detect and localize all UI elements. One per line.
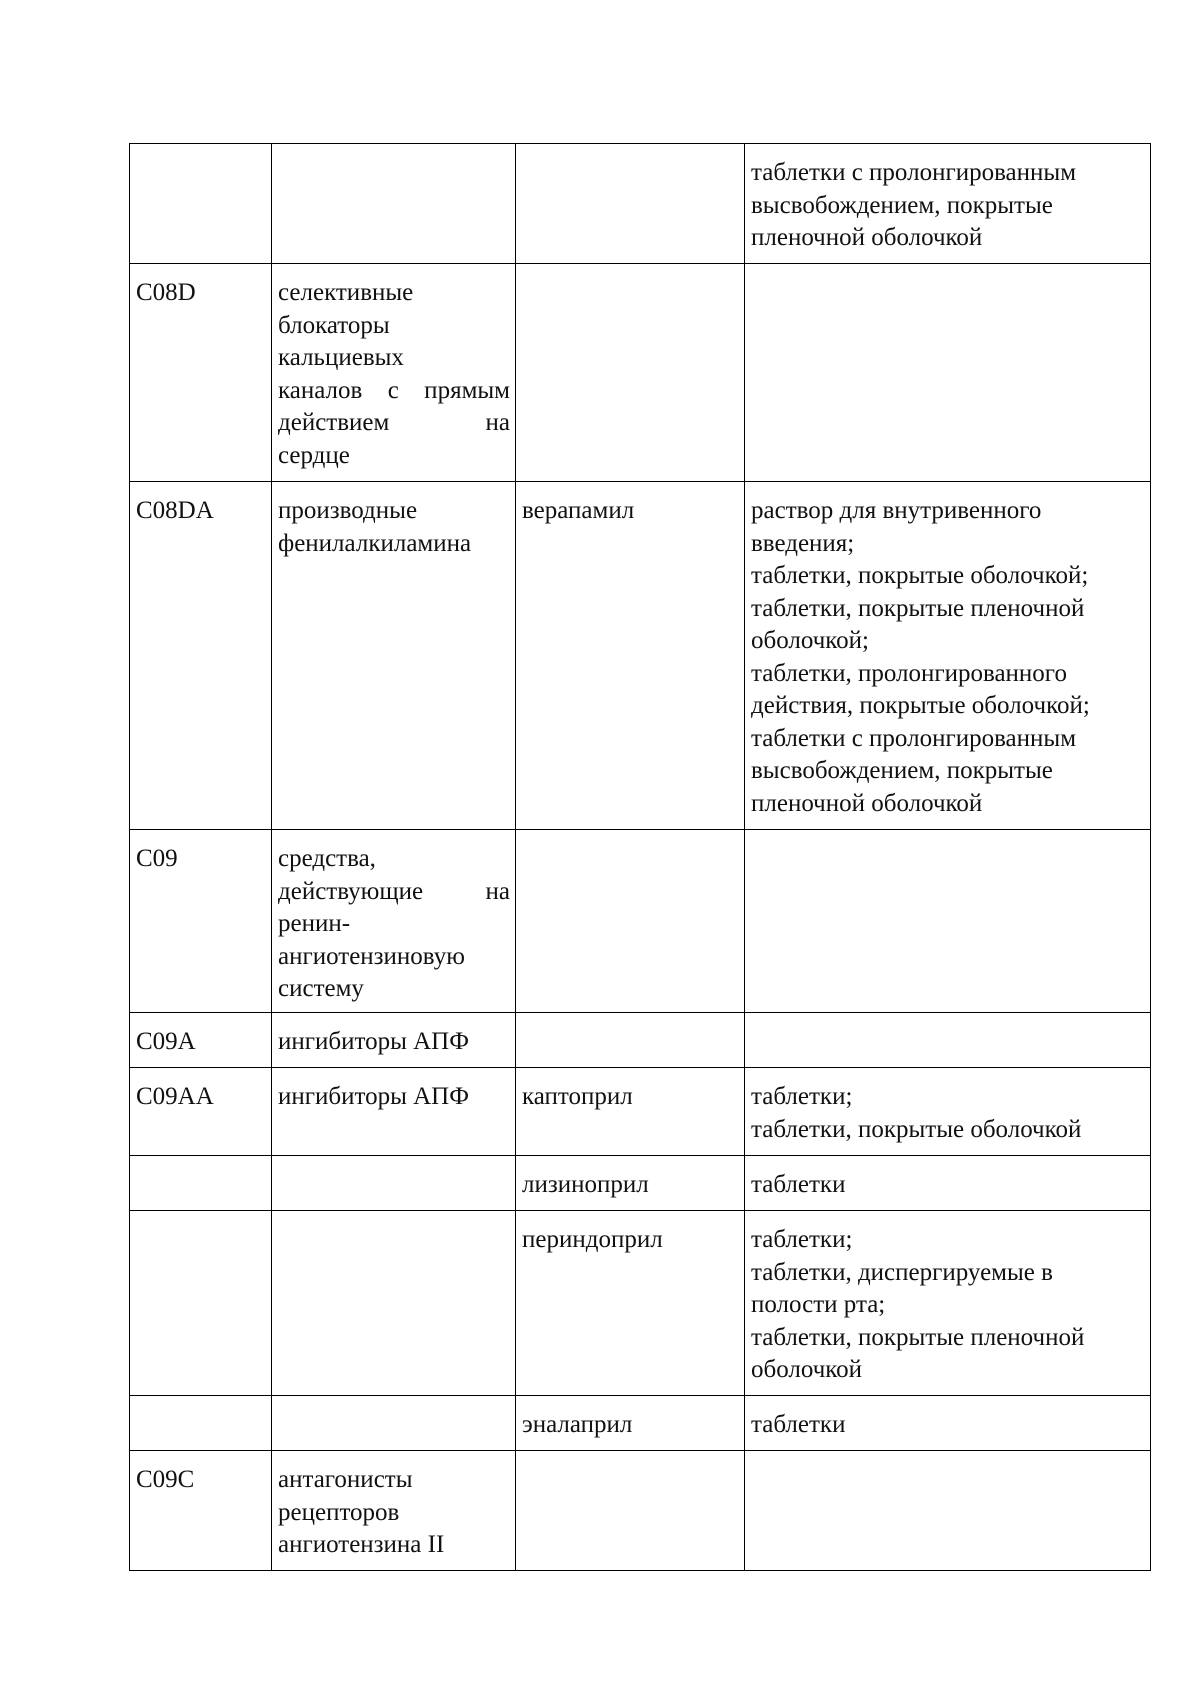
group-line: ангиотензиновую xyxy=(278,942,465,970)
drug-name-cell xyxy=(516,1451,745,1571)
group-line: средства, xyxy=(278,845,376,872)
drug-name-cell xyxy=(516,264,745,482)
dosage-form-line: таблетки с пролонгированным xyxy=(751,724,1077,752)
dosage-form-line: высвобождением, покрытые xyxy=(751,191,1053,219)
dosage-form-line: раствор для внутривенного xyxy=(751,497,1042,524)
dosage-form-line: таблетки, покрытые оболочкой xyxy=(751,1115,1082,1143)
atc-code-cell xyxy=(130,1156,272,1211)
atc-code-cell xyxy=(130,1211,272,1396)
dosage-form-line: таблетки, пролонгированного xyxy=(751,659,1067,687)
dosage-forms-cell xyxy=(745,1451,1151,1571)
dosage-forms-cell xyxy=(745,1156,1151,1211)
atc-code-cell: C08DA xyxy=(130,482,272,830)
dosage-form-line: таблетки, покрытые оболочкой; xyxy=(751,562,1089,589)
group-cell xyxy=(272,830,516,1013)
drug-name-cell xyxy=(516,830,745,1013)
group-line: ингибиторы АПФ xyxy=(278,1083,469,1110)
dosage-form-line: пленочной оболочкой xyxy=(751,789,983,817)
dosage-forms-cell xyxy=(745,1013,1151,1068)
atc-code-cell: C09A xyxy=(130,1013,272,1068)
dosage-form-line: оболочкой xyxy=(751,1356,863,1383)
group-line: действием на xyxy=(278,409,510,436)
drug-name-cell: эналаприл xyxy=(516,1396,745,1451)
table-row xyxy=(130,1451,1151,1571)
group-line: антагонисты xyxy=(278,1466,413,1493)
dosage-forms-cell xyxy=(745,830,1151,1013)
table-row xyxy=(130,1013,1151,1068)
group-cell xyxy=(272,1068,516,1156)
dosage-forms-cell xyxy=(745,1396,1151,1451)
drug-name-cell: верапамил xyxy=(516,482,745,830)
dosage-form-line: высвобождением, покрытые xyxy=(751,757,1053,784)
drug-name-cell: периндоприл xyxy=(516,1211,745,1396)
group-line: блокаторы xyxy=(278,311,390,339)
group-line: каналов с прямым xyxy=(278,376,510,404)
table-row xyxy=(130,264,1151,482)
drug-name-cell: каптоприл xyxy=(516,1068,745,1156)
dosage-forms-cell xyxy=(745,482,1151,830)
group-cell xyxy=(272,1013,516,1068)
drug-name-cell: лизиноприл xyxy=(516,1156,745,1211)
table-row xyxy=(130,144,1151,264)
table-row xyxy=(130,1156,1151,1211)
group-cell xyxy=(272,482,516,830)
dosage-form-line: таблетки с пролонгированным xyxy=(751,159,1077,186)
drug-classification-table xyxy=(129,143,1151,1571)
dosage-form-line: действия, покрытые оболочкой; xyxy=(751,692,1090,719)
group-line: производные xyxy=(278,497,418,524)
dosage-form-line: таблетки; xyxy=(751,1226,853,1253)
dosage-forms-cell xyxy=(745,1211,1151,1396)
drug-name-cell xyxy=(516,144,745,264)
group-line: кальциевых xyxy=(278,344,404,371)
dosage-form-line: пленочной оболочкой xyxy=(751,224,983,251)
group-line: систему xyxy=(278,975,364,1002)
group-line: ренин- xyxy=(278,910,351,937)
group-cell xyxy=(272,264,516,482)
group-line: сердце xyxy=(278,441,350,469)
dosage-forms-cell xyxy=(745,144,1151,264)
group-line: селективные xyxy=(278,279,414,306)
group-cell xyxy=(272,1156,516,1211)
dosage-form-line: таблетки xyxy=(751,1411,846,1438)
dosage-form-line: таблетки, покрытые пленочной xyxy=(751,594,1085,622)
group-line: ангиотензина II xyxy=(278,1531,445,1558)
table-row xyxy=(130,482,1151,830)
table-row xyxy=(130,1068,1151,1156)
atc-code-cell: C09C xyxy=(130,1451,272,1571)
group-line: действующие на xyxy=(278,877,510,905)
drug-name-cell xyxy=(516,1013,745,1068)
group-cell xyxy=(272,144,516,264)
dosage-form-line: полости рта; xyxy=(751,1291,886,1318)
group-cell xyxy=(272,1211,516,1396)
dosage-forms-cell xyxy=(745,264,1151,482)
dosage-form-line: таблетки, диспергируемые в xyxy=(751,1258,1053,1286)
group-line: рецепторов xyxy=(278,1498,400,1526)
group-line: ингибиторы АПФ xyxy=(278,1028,469,1055)
atc-code-cell xyxy=(130,1396,272,1451)
dosage-form-line: оболочкой; xyxy=(751,627,869,654)
atc-code-cell: C08D xyxy=(130,264,272,482)
dosage-form-line: таблетки, покрытые пленочной xyxy=(751,1323,1085,1351)
group-cell xyxy=(272,1396,516,1451)
group-cell xyxy=(272,1451,516,1571)
atc-code-cell xyxy=(130,144,272,264)
dosage-form-line: таблетки; xyxy=(751,1083,853,1110)
table-row xyxy=(130,1211,1151,1396)
dosage-forms-cell xyxy=(745,1068,1151,1156)
table-row xyxy=(130,1396,1151,1451)
dosage-form-line: введения; xyxy=(751,529,855,557)
atc-code-cell: C09 xyxy=(130,830,272,1013)
dosage-form-line: таблетки xyxy=(751,1171,846,1198)
atc-code-cell: C09AA xyxy=(130,1068,272,1156)
group-line: фенилалкиламина xyxy=(278,529,472,557)
table-row xyxy=(130,830,1151,1013)
